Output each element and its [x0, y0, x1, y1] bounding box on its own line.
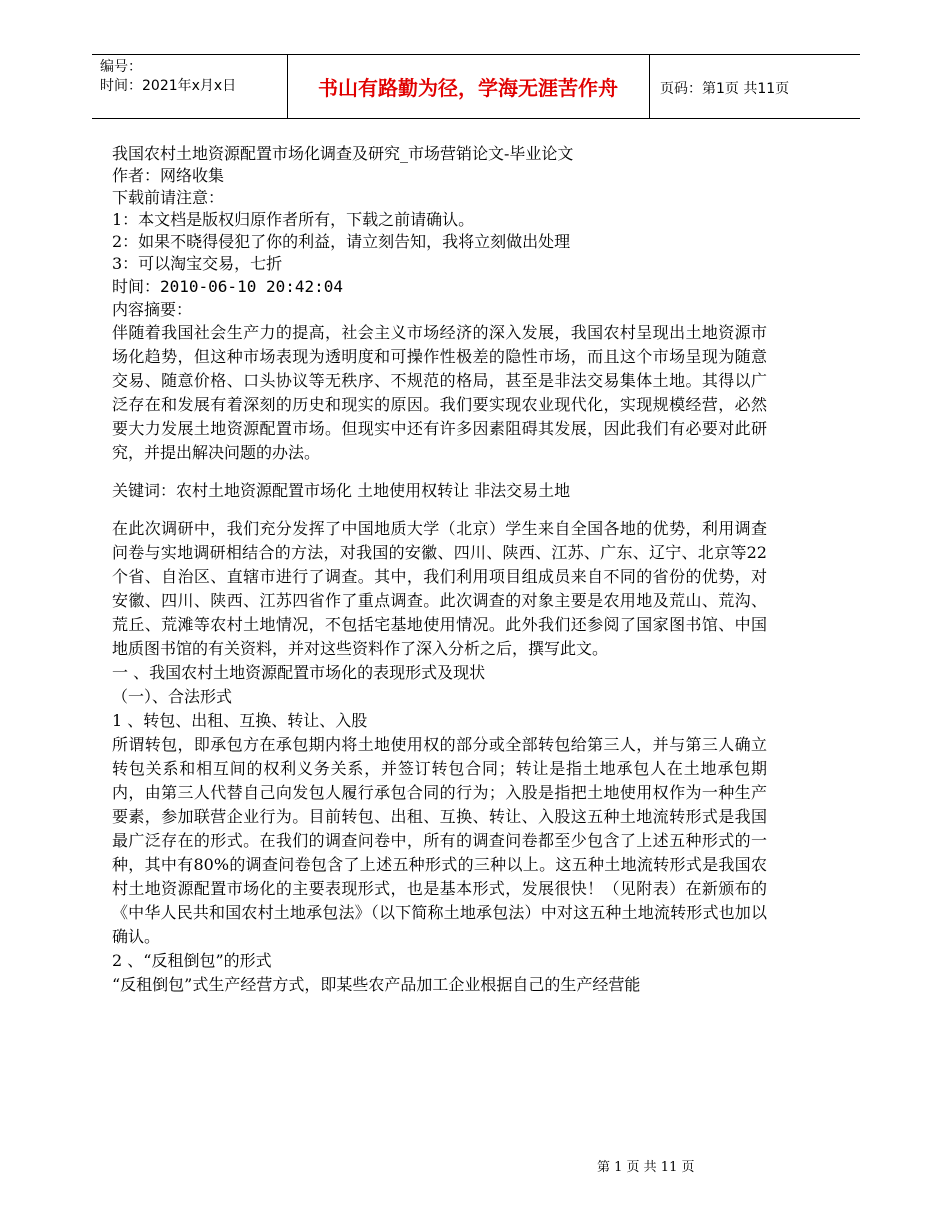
- item-heading-2: 2 、“反租倒包”的形式: [112, 951, 272, 970]
- keywords-line: 关键词：农村土地资源配置市场化 土地使用权转让 非法交易土地: [112, 481, 571, 500]
- subsection-heading-1: （一）、合法形式: [112, 687, 233, 706]
- item-heading-1: 1 、转包、出租、互换、转让、入股: [112, 711, 368, 730]
- abstract-label: 内容摘要：: [112, 300, 193, 319]
- header-page-info: 页码：第1页 共11页: [660, 81, 790, 97]
- intro-paragraph: 在此次调研中，我们充分发挥了中国地质大学（北京）学生来自全国各地的优势，利用调查问卷与实地调研相结合的方法，对我国的安徽、四川、陕西、江苏、广东、辽宁、北京等22个省、自治区、直辖市进行了调查。其中，我们利用项目组成员来自不同的省份的优势，对安徽、四川、陕西、江苏四省作了重点调查。此次调查的对象主要是农用地及荒山、荒沟、荒丘、荒滩等农村土地情况，不包括宅基地使用情况。此外我们还参阅了国家图书馆、中国地质图书馆的有关资料，并对这些资料作了深入分析之后，撰写此文。: [112, 519, 767, 658]
- item-1-paragraph: 所谓转包，即承包方在承包期内将土地使用权的部分或全部转包给第三人，并与第三人确立转包关系和相互间的权利义务关系，并签订转包合同；转让是指土地承包人在土地承包期内，由第三人代替自己向发包人履行承包合同的行为；入股是指把土地使用权作为一种生产要素，参加联营企业行为。目前转包、出租、互换、转让、入股这五种土地流转形式是我国最广泛存在的形式。在我们的调查问卷中，所有的调查问卷都至少包含了上述五种形式的一种，其中有80%的调查问卷包含了上述五种形式的三种以上。这五种土地流转形式是我国农村土地资源配置市场化的主要表现形式，也是基本形式，发展很快！（见附表）在新颁布的《中华人民共和国农村土地承包法》（以下简称土地承包法）中对这五种土地流转形式也加以确认。: [112, 735, 767, 946]
- section-heading-1: 一 、我国农村土地资源配置市场化的表现形式及现状: [112, 663, 486, 682]
- header-time: 时间：2021年x月x日: [100, 78, 237, 94]
- notice-heading: 下载前请注意：: [112, 188, 225, 207]
- document-title: 我国农村土地资源配置市场化调查及研究_市场营销论文-毕业论文: [112, 144, 574, 163]
- abstract-text: 伴随着我国社会生产力的提高，社会主义市场经济的深入发展，我国农村呈现出土地资源市场化趋势，但这种市场表现为透明度和可操作性极差的隐性市场，而且这个市场呈现为随意交易、随意价格、口头协议等无秩序、不规范的格局，甚至是非法交易集体土地。其得以广泛存在和发展有着深刻的历史和现实的原因。我们要实现农业现代化，实现规模经营，必然要大力发展土地资源配置市场。但现实中还有许多因素阻碍其发展，因此我们有必要对此研究，并提出解决问题的办法。: [112, 323, 767, 462]
- header-divider-right: [649, 54, 650, 118]
- header-meta: [100, 58, 236, 96]
- item-2-paragraph: “反租倒包”式生产经营方式，即某些农产品加工企业根据自己的生产经营能: [112, 975, 641, 994]
- publish-time: 时间：2010-06-10 20:42:04: [112, 277, 344, 296]
- notice-item-2: 2：如果不晓得侵犯了你的利益，请立刻告知，我将立刻做出处理: [112, 232, 571, 251]
- notice-item-1: 1：本文档是版权归原作者所有，下载之前请确认。: [112, 210, 475, 229]
- header-bottom-rule: [92, 118, 860, 119]
- notice-item-3: 3：可以淘宝交易，七折: [112, 254, 283, 273]
- document-body: [112, 143, 767, 997]
- page-footer: 第 1 页 共 11 页: [597, 1160, 695, 1175]
- doc-number-label: 编号：: [100, 59, 142, 75]
- header-motto: 书山有路勤为径，学海无涯苦作舟: [318, 75, 618, 100]
- author-line: 作者：网络收集: [112, 166, 225, 185]
